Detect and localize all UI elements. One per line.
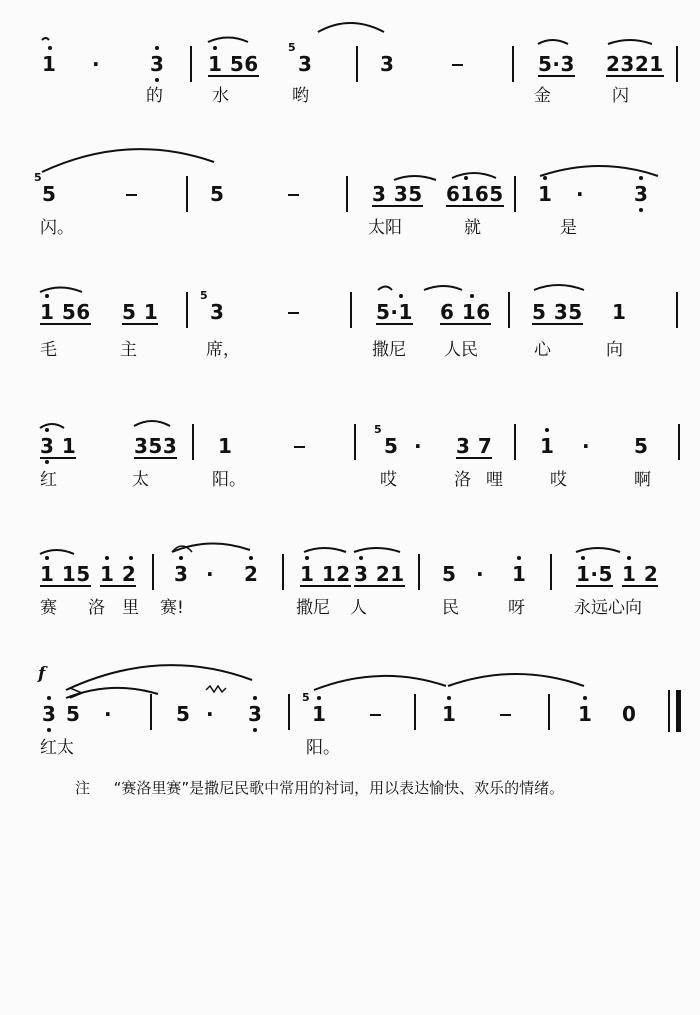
barline — [678, 424, 680, 460]
lyric: 里 — [122, 598, 139, 618]
footnote — [75, 778, 564, 798]
barline — [192, 424, 194, 460]
octave-dot — [543, 176, 547, 180]
note-group: 1·5 — [576, 562, 613, 586]
note-group: 2321 — [606, 52, 664, 76]
lyric: 红 — [40, 470, 57, 490]
octave-dot — [464, 176, 468, 180]
lyric: 洛 — [88, 598, 105, 618]
note-group: 6 16 — [440, 300, 491, 324]
barline — [354, 424, 356, 460]
barline — [288, 694, 290, 730]
note-dot: · — [104, 702, 113, 726]
barline — [508, 292, 510, 328]
note-group: 5·1 — [376, 300, 413, 324]
barline — [150, 694, 152, 730]
lyric: 撒尼 — [372, 340, 406, 360]
octave-dot-low — [639, 208, 643, 212]
octave-dot — [249, 556, 253, 560]
lyric: 太 — [132, 470, 149, 490]
note: 1 — [442, 702, 457, 726]
rest: 0 — [622, 702, 637, 726]
lyric: 哟 — [292, 86, 309, 106]
lyric: 就 — [464, 218, 481, 238]
note: 1 — [42, 52, 57, 76]
note: 3 — [150, 52, 165, 76]
note: 5 — [384, 434, 399, 458]
lyric: 洛 — [454, 470, 471, 490]
note: 1 — [312, 702, 327, 726]
note-group: 3 7 — [456, 434, 493, 458]
dash — [294, 446, 305, 448]
lyric: 闪。 — [40, 218, 74, 238]
lyric: 毛 — [40, 340, 57, 360]
barline — [350, 292, 352, 328]
final-barline-thick — [676, 690, 681, 732]
octave-dot — [447, 696, 451, 700]
note-dot: · — [206, 562, 215, 586]
footnote-label: 注 — [75, 779, 91, 797]
note: 1 — [578, 702, 593, 726]
dash — [126, 194, 137, 196]
note-dot: · — [92, 52, 101, 76]
lyric: 啊 — [634, 470, 651, 490]
note-dot: · — [582, 434, 591, 458]
lyric: 哎 — [380, 470, 397, 490]
barline — [550, 554, 552, 590]
lyric: 金 — [534, 86, 551, 106]
lyric: 主 — [120, 340, 137, 360]
dash — [288, 312, 299, 314]
note: 1 — [540, 434, 555, 458]
note: 1 — [612, 300, 627, 324]
octave-dot-low — [45, 460, 49, 464]
octave-dot — [470, 294, 474, 298]
note: 5 — [176, 702, 191, 726]
note: 5 — [210, 182, 225, 206]
barline — [548, 694, 550, 730]
lyric: 闪 — [612, 86, 629, 106]
barline — [152, 554, 154, 590]
lyric: 人民 — [444, 340, 478, 360]
octave-dot — [317, 696, 321, 700]
lyric: 赛! — [160, 598, 184, 618]
lyric: 阳。 — [212, 470, 246, 490]
octave-dot — [305, 556, 309, 560]
lyric: 的 — [146, 86, 163, 106]
barline — [514, 176, 516, 212]
octave-dot-low — [47, 728, 51, 732]
grace-note: 5 — [34, 171, 42, 184]
note: 3 — [174, 562, 189, 586]
note-group: 3 35 — [372, 182, 423, 206]
note-group: 6165 — [446, 182, 504, 206]
octave-dot — [253, 696, 257, 700]
note: 1 — [218, 434, 233, 458]
octave-dot — [639, 176, 643, 180]
note: 3 — [298, 52, 313, 76]
lyric: 哎 — [550, 470, 567, 490]
octave-dot — [45, 428, 49, 432]
octave-dot — [45, 294, 49, 298]
octave-dot — [129, 556, 133, 560]
note: 5 — [634, 434, 649, 458]
dash — [288, 194, 299, 196]
note: 3 — [380, 52, 395, 76]
dash — [370, 714, 381, 716]
note: 2 — [244, 562, 259, 586]
note-dot: · — [414, 434, 423, 458]
barline — [186, 292, 188, 328]
dash — [500, 714, 511, 716]
octave-dot — [517, 556, 521, 560]
octave-dot — [105, 556, 109, 560]
grace-note: 5 — [288, 41, 296, 54]
note: 5 — [442, 562, 457, 586]
note-dot: · — [206, 702, 215, 726]
barline — [418, 554, 420, 590]
lyric: 向 — [606, 340, 623, 360]
octave-dot — [583, 696, 587, 700]
lyric: 水 — [212, 86, 229, 106]
octave-dot — [399, 294, 403, 298]
barline — [346, 176, 348, 212]
dynamic-forte: f — [38, 664, 46, 684]
note-dot: · — [476, 562, 485, 586]
note: 1 — [538, 182, 553, 206]
note-group: 1 2 — [622, 562, 659, 586]
octave-dot — [47, 696, 51, 700]
note: 5 — [66, 702, 81, 726]
lyric: 呀 — [508, 598, 525, 618]
octave-dot — [581, 556, 585, 560]
note-group: 5 35 — [532, 300, 583, 324]
grace-note: 5 — [302, 691, 310, 704]
note: 3 — [210, 300, 225, 324]
note: 1 — [512, 562, 527, 586]
lyric: 民 — [442, 598, 459, 618]
lyric: 永远心向 — [574, 598, 642, 618]
note-group: 1 12 — [300, 562, 351, 586]
barline — [282, 554, 284, 590]
lyric: 人 — [350, 598, 367, 618]
grace-note: 5 — [200, 289, 208, 302]
octave-dot — [627, 556, 631, 560]
note-group: 1 2 — [100, 562, 137, 586]
note-group: 5·3 — [538, 52, 575, 76]
barline — [514, 424, 516, 460]
lyric: 席， — [206, 340, 240, 360]
note-group: 3 1 — [40, 434, 77, 458]
lyric: 阳。 — [306, 738, 340, 758]
lyric: 心 — [534, 340, 551, 360]
grace-note: 5 — [374, 423, 382, 436]
octave-dot — [545, 428, 549, 432]
note-group: 3 21 — [354, 562, 405, 586]
octave-dot-low — [253, 728, 257, 732]
note: 3 — [634, 182, 649, 206]
final-barline-thin — [668, 690, 670, 732]
footnote-text: “赛洛里赛”是撒尼民歌中常用的衬词，用以表达愉快、欢乐的情绪。 — [113, 779, 565, 797]
octave-dot — [359, 556, 363, 560]
barline — [186, 176, 188, 212]
note: 3 — [248, 702, 263, 726]
note: 5 — [42, 182, 57, 206]
lyric: 太阳 — [368, 218, 402, 238]
octave-dot — [45, 556, 49, 560]
note-group: 5 1 — [122, 300, 159, 324]
lyric: 红太 — [40, 738, 74, 758]
note-group: 1 15 — [40, 562, 91, 586]
note: 3 — [42, 702, 57, 726]
note-group: 1 56 — [40, 300, 91, 324]
note-group: 1 56 — [208, 52, 259, 76]
barline — [676, 292, 678, 328]
lyric: 哩 — [486, 470, 503, 490]
octave-dot — [179, 556, 183, 560]
lyric: 赛 — [40, 598, 57, 618]
note-dot: · — [576, 182, 585, 206]
lyric: 撒尼 — [296, 598, 330, 618]
note-group: 353 — [134, 434, 178, 458]
barline — [414, 694, 416, 730]
lyric: 是 — [560, 218, 577, 238]
